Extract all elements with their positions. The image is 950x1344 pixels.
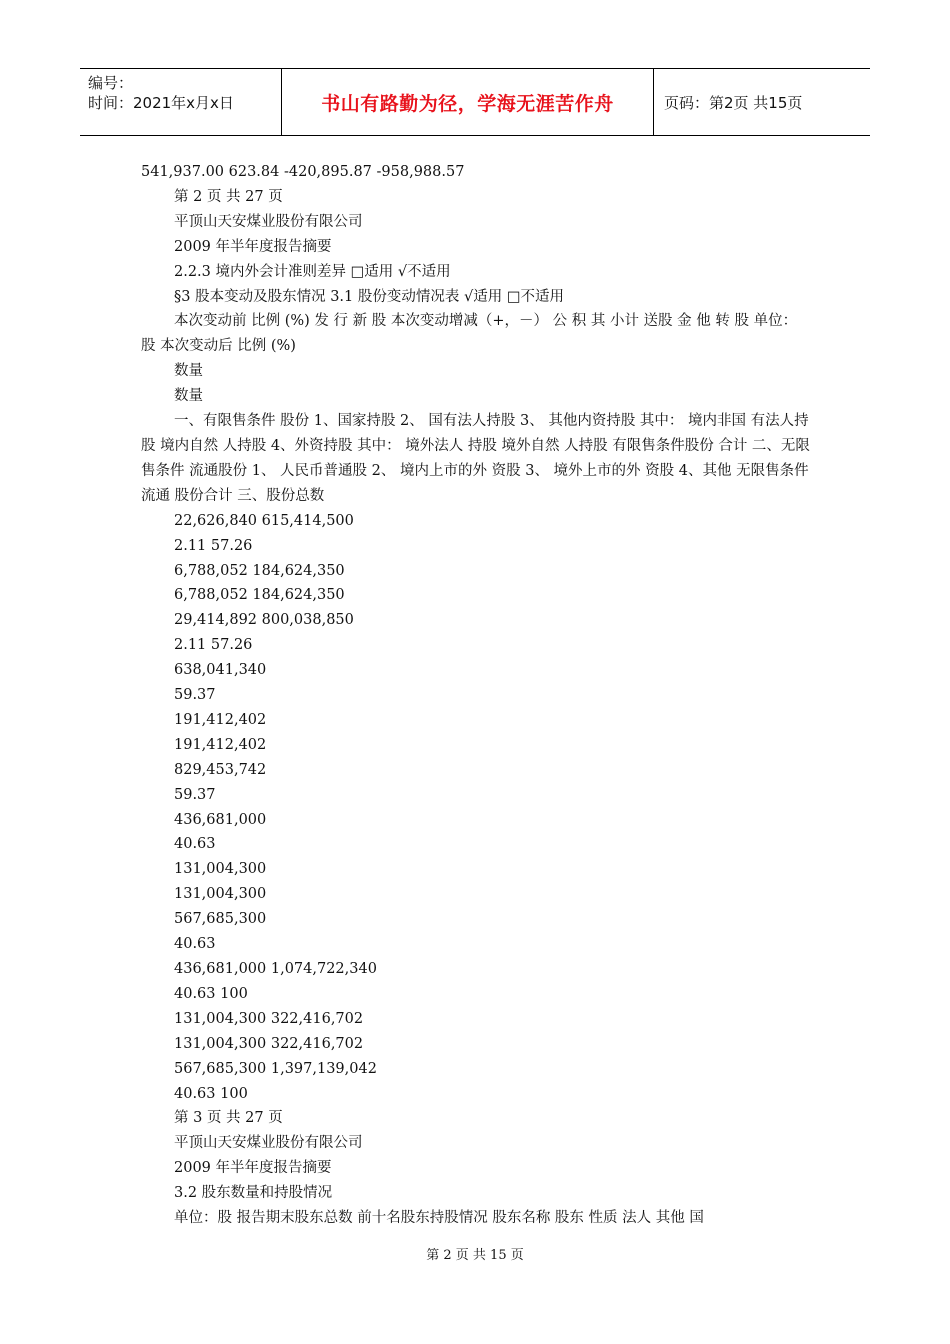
body-line: 第 3 页 共 27 页 bbox=[174, 1110, 283, 1127]
number-line: 131,004,300 bbox=[174, 886, 267, 903]
number-line: 131,004,300 322,416,702 bbox=[174, 1035, 364, 1052]
number-line: 131,004,300 322,416,702 bbox=[174, 1010, 364, 1027]
section-heading: §3 股本变动及股东情况 3.1 股份变动情况表 √适用 □不适用 bbox=[174, 288, 565, 305]
number-line: 436,681,000 1,074,722,340 bbox=[174, 961, 377, 977]
number-line: 40.63 100 bbox=[174, 985, 248, 1002]
body-line: 数量 bbox=[174, 363, 203, 380]
section-heading: 2.2.3 境内外会计准则差异 □适用 √不适用 bbox=[174, 263, 451, 280]
number-line: 567,685,300 bbox=[174, 911, 267, 928]
number-line: 829,453,742 bbox=[174, 761, 267, 778]
body-line: 第 2 页 共 27 页 bbox=[174, 188, 283, 205]
number-line: 191,412,402 bbox=[174, 711, 267, 728]
number-line: 40.63 bbox=[174, 936, 216, 953]
number-line: 59.37 bbox=[174, 786, 216, 803]
number-line: 40.63 100 bbox=[174, 1085, 248, 1102]
number-line: 6,788,052 184,624,350 bbox=[174, 587, 345, 604]
report-title: 2009 年半年度报告摘要 bbox=[174, 238, 332, 255]
section-heading: 3.2 股东数量和持股情况 bbox=[174, 1185, 333, 1202]
body-paragraph: 一、有限售条件 股份 1、国家持股 2、 国有法人持股 3、 其他内资持股 其中： 境内非国 有法人持股 境内自然 人持股 4、外资持股 其中： 境外法人 持股 境外自然 人持股 有限售条件股份 合计 二、无限售条件 流通股份 1、 人民币普通股 2、 境内上市的外 资股 3、 境外上市的外 资股 4、其他 无限售条件流通 股份合计 三、股份总数 bbox=[141, 413, 810, 504]
document-time-label: 时间：2021年x月x日 bbox=[88, 94, 234, 112]
number-line: 22,626,840 615,414,500 bbox=[174, 512, 354, 529]
page-footer: 第 2 页 共 15 页 bbox=[426, 1248, 524, 1263]
number-line: 40.63 bbox=[174, 836, 216, 853]
header-motto: 书山有路勤为径，学海无涯苦作舟 bbox=[282, 69, 654, 135]
body-line: 数量 bbox=[174, 388, 203, 405]
number-line: 436,681,000 bbox=[174, 811, 267, 828]
company-name: 平顶山天安煤业股份有限公司 bbox=[174, 1135, 363, 1152]
body-paragraph: 单位：股 报告期末股东总数 前十名股东持股情况 股东名称 股东 性质 法人 其他 国 bbox=[174, 1210, 704, 1227]
body-line: 541,937.00 623.84 -420,895.87 -958,988.57 bbox=[141, 164, 465, 180]
number-line: 29,414,892 800,038,850 bbox=[174, 612, 354, 629]
header-page-number: 页码：第2页 共15页 bbox=[664, 93, 803, 112]
body-paragraph: 本次变动前 比例 (%) 发 行 新 股 本次变动增减（+，－） 公 积 其 小计 送股 金 他 转 股 单位：股 本次变动后 比例 (%) bbox=[141, 313, 798, 355]
number-line: 59.37 bbox=[174, 687, 216, 704]
number-line: 131,004,300 bbox=[174, 861, 267, 878]
company-name: 平顶山天安煤业股份有限公司 bbox=[174, 213, 363, 230]
document-body bbox=[141, 160, 811, 1231]
number-line: 638,041,340 bbox=[174, 662, 267, 679]
number-line: 2.11 57.26 bbox=[174, 637, 253, 654]
document-number-label: 编号： bbox=[88, 74, 134, 92]
number-line: 567,685,300 1,397,139,042 bbox=[174, 1060, 377, 1077]
number-line: 2.11 57.26 bbox=[174, 537, 253, 554]
number-line: 6,788,052 184,624,350 bbox=[174, 562, 345, 579]
report-title: 2009 年半年度报告摘要 bbox=[174, 1160, 332, 1177]
header-meta-cell bbox=[80, 69, 282, 135]
page-header bbox=[80, 68, 870, 136]
number-line: 191,412,402 bbox=[174, 736, 267, 753]
